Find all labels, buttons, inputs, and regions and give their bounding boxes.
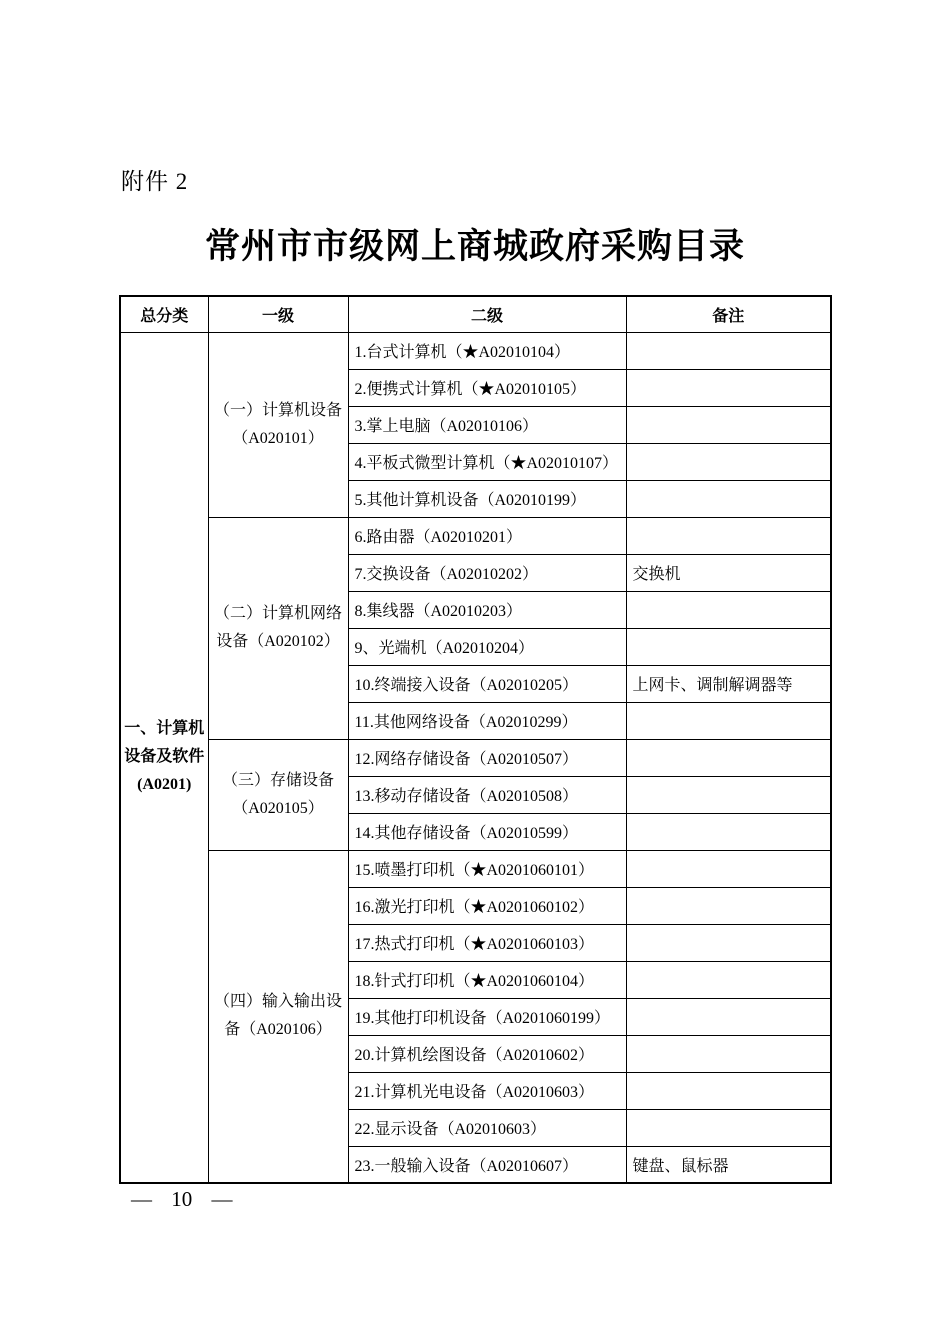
remark-cell bbox=[626, 1035, 831, 1072]
level2-cell: 16.激光打印机（★A0201060102） bbox=[348, 887, 626, 924]
level2-cell: 15.喷墨打印机（★A0201060101） bbox=[348, 850, 626, 887]
table-header-row bbox=[120, 296, 831, 332]
page-title: 常州市市级网上商城政府采购目录 bbox=[204, 227, 745, 266]
remark-cell bbox=[626, 924, 831, 961]
remark-cell bbox=[626, 1072, 831, 1109]
level2-cell: 10.终端接入设备（A02010205） bbox=[348, 665, 626, 702]
remark-cell bbox=[626, 406, 831, 443]
level2-cell: 13.移动存储设备（A02010508） bbox=[348, 776, 626, 813]
level2-cell: 2.便携式计算机（★A02010105） bbox=[348, 369, 626, 406]
remark-cell: 上网卡、调制解调器等 bbox=[626, 665, 831, 702]
remark-cell bbox=[626, 1109, 831, 1146]
remark-cell bbox=[626, 961, 831, 998]
remark-cell bbox=[626, 332, 831, 369]
category-cell: 一、计算机设备及软件(A0201) bbox=[120, 332, 208, 1183]
level2-cell: 17.热式打印机（★A0201060103） bbox=[348, 924, 626, 961]
col-header-level2: 二级 bbox=[348, 296, 626, 332]
page-number: — 10 — bbox=[131, 1187, 233, 1211]
procurement-catalog-table bbox=[119, 295, 832, 1184]
remark-cell bbox=[626, 776, 831, 813]
level2-cell: 1.台式计算机（★A02010104） bbox=[348, 332, 626, 369]
remark-cell bbox=[626, 850, 831, 887]
attachment-label: 附件 2 bbox=[121, 169, 189, 194]
col-header-level1: 一级 bbox=[208, 296, 348, 332]
remark-cell: 键盘、鼠标器 bbox=[626, 1146, 831, 1183]
level2-cell: 4.平板式微型计算机（★A02010107） bbox=[348, 443, 626, 480]
level2-cell: 5.其他计算机设备（A02010199） bbox=[348, 480, 626, 517]
remark-cell bbox=[626, 739, 831, 776]
remark-cell: 交换机 bbox=[626, 554, 831, 591]
level1-cell: （三）存储设备（A020105） bbox=[208, 739, 348, 850]
col-header-remark: 备注 bbox=[626, 296, 831, 332]
level2-cell: 6.路由器（A02010201） bbox=[348, 517, 626, 554]
level2-cell: 18.针式打印机（★A0201060104） bbox=[348, 961, 626, 998]
level1-cell: （四）输入输出设备（A020106） bbox=[208, 850, 348, 1183]
level2-cell: 20.计算机绘图设备（A02010602） bbox=[348, 1035, 626, 1072]
table-row bbox=[120, 332, 831, 369]
level2-cell: 19.其他打印机设备（A0201060199） bbox=[348, 998, 626, 1035]
table-row bbox=[120, 850, 831, 887]
remark-cell bbox=[626, 443, 831, 480]
table-row bbox=[120, 739, 831, 776]
level2-cell: 14.其他存储设备（A02010599） bbox=[348, 813, 626, 850]
remark-cell bbox=[626, 517, 831, 554]
remark-cell bbox=[626, 813, 831, 850]
level2-cell: 8.集线器（A02010203） bbox=[348, 591, 626, 628]
col-header-general-category: 总分类 bbox=[120, 296, 208, 332]
remark-cell bbox=[626, 480, 831, 517]
remark-cell bbox=[626, 591, 831, 628]
remark-cell bbox=[626, 369, 831, 406]
level1-cell: （一）计算机设备（A020101） bbox=[208, 332, 348, 517]
remark-cell bbox=[626, 628, 831, 665]
remark-cell bbox=[626, 998, 831, 1035]
level2-cell: 23.一般输入设备（A02010607） bbox=[348, 1146, 626, 1183]
level1-cell: （二）计算机网络设备（A020102） bbox=[208, 517, 348, 739]
remark-cell bbox=[626, 887, 831, 924]
level2-cell: 12.网络存储设备（A02010507） bbox=[348, 739, 626, 776]
level2-cell: 11.其他网络设备（A02010299） bbox=[348, 702, 626, 739]
level2-cell: 3.掌上电脑（A02010106） bbox=[348, 406, 626, 443]
level2-cell: 21.计算机光电设备（A02010603） bbox=[348, 1072, 626, 1109]
remark-cell bbox=[626, 702, 831, 739]
level2-cell: 9、光端机（A02010204） bbox=[348, 628, 626, 665]
table-row bbox=[120, 517, 831, 554]
level2-cell: 7.交换设备（A02010202） bbox=[348, 554, 626, 591]
level2-cell: 22.显示设备（A02010603） bbox=[348, 1109, 626, 1146]
